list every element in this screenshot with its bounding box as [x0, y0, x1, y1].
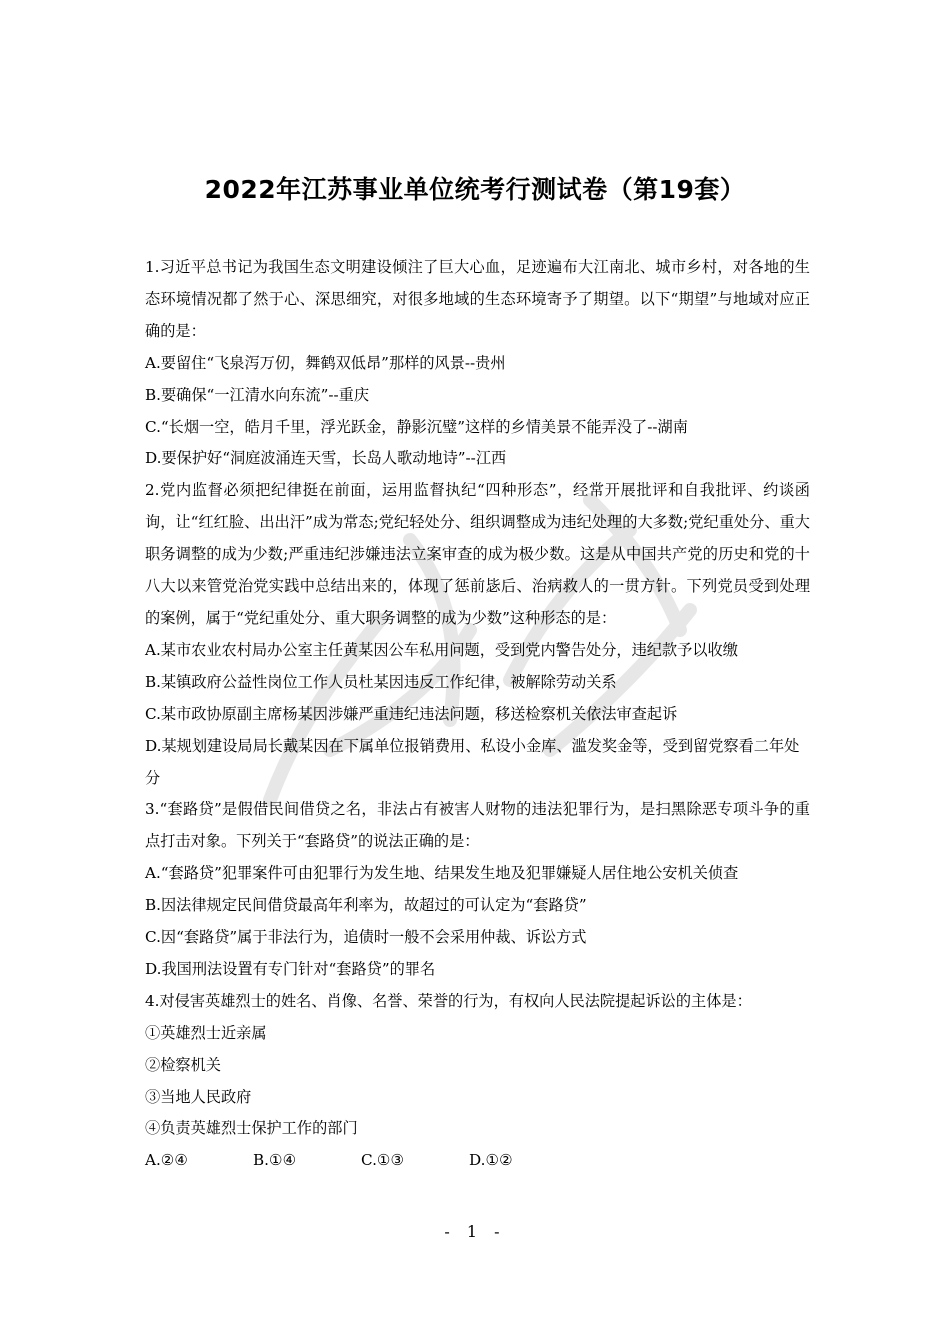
option-b: B.因法律规定民间借贷最高年利率为，故超过的可认定为“套路贷”: [145, 896, 587, 915]
option-d: D.①②: [469, 1151, 513, 1170]
question-4: [145, 986, 810, 1177]
question-stem: 2.党内监督必须把纪律挺在前面，运用监督执纪“四种形态”，经常开展批评和自我批评、约谈函询，让“红红脸、出出汗”成为常态;党纪轻处分、组织调整成为违纪处理的大多数;党纪重处分、重大职务调整的成为少数;严重违纪涉嫌违法立案审查的成为极少数。这是从中国共产党的历史和党的十八大以来管党治党实践中总结出来的，体现了惩前毖后、治病救人的一贯方针。下列党员受到处理的案例，属于“党纪重处分、重大职务调整的成为少数”这种形态的是：: [145, 481, 810, 627]
question-list: [145, 252, 810, 1177]
question-stem: 3.“套路贷”是假借民间借贷之名，非法占有被害人财物的违法犯罪行为，是扫黑除恶专项斗争的重点打击对象。下列关于“套路贷”的说法正确的是：: [145, 800, 810, 851]
option-a: A.某市农业农村局办公室主任黄某因公车私用问题，受到党内警告处分，违纪款予以收缴: [145, 640, 738, 659]
question-1: [145, 252, 810, 475]
question-3: [145, 794, 810, 985]
option-a: A.②④: [145, 1151, 189, 1170]
option-c: C.①③: [361, 1151, 405, 1170]
option-b: B.要确保“一江清水向东流”--重庆: [145, 385, 370, 404]
question-stem: 1.习近平总书记为我国生态文明建设倾注了巨大心血，足迹遍布大江南北、城市乡村，对各地的生态环境情况都了然于心、深思细究，对很多地域的生态环境寄予了期望。以下“期望”与地域对应正确的是：: [145, 258, 810, 340]
option-c: C.“长烟一空，皓月千里，浮光跃金，静影沉璧”这样的乡情美景不能弄没了--湖南: [145, 417, 688, 436]
option-d: D.某规划建设局局长戴某因在下属单位报销费用、私设小金库、滥发奖金等，受到留党察看二年处分: [145, 736, 800, 787]
option-c: C.因“套路贷”属于非法行为，追债时一般不会采用仲裁、诉讼方式: [145, 928, 587, 947]
option-b: B.①④: [253, 1151, 297, 1170]
page-title: 2022年江苏事业单位统考行测试卷（第19套）: [204, 175, 746, 204]
option-a: A.要留住“飞泉泻万仞，舞鹤双低昂”那样的风景--贵州: [145, 353, 506, 372]
list-item: ③当地人民政府: [145, 1087, 252, 1106]
question-stem: 4.对侵害英雄烈士的姓名、肖像、名誉、荣誉的行为，有权向人民法院提起诉讼的主体是：: [145, 991, 752, 1010]
option-b: B.某镇政府公益性岗位工作人员杜某因违反工作纪律，被解除劳动关系: [145, 672, 617, 691]
option-a: A.“套路贷”犯罪案件可由犯罪行为发生地、结果发生地及犯罪嫌疑人居住地公安机关侦查: [145, 864, 739, 883]
options-row: [145, 1145, 810, 1177]
question-2: [145, 475, 810, 794]
list-item: ①英雄烈士近亲属: [145, 1023, 267, 1042]
option-d: D.我国刑法设置有专门针对“套路贷”的罪名: [145, 959, 436, 978]
page-number: - 1 -: [444, 1222, 506, 1241]
option-c: C.某市政协原副主席杨某因涉嫌严重违纪违法问题，移送检察机关依法审查起诉: [145, 704, 678, 723]
list-item: ②检察机关: [145, 1055, 221, 1074]
list-item: ④负责英雄烈士保护工作的部门: [145, 1119, 358, 1138]
option-d: D.要保护好“洞庭波涌连天雪，长岛人歌动地诗”--江西: [145, 449, 507, 468]
